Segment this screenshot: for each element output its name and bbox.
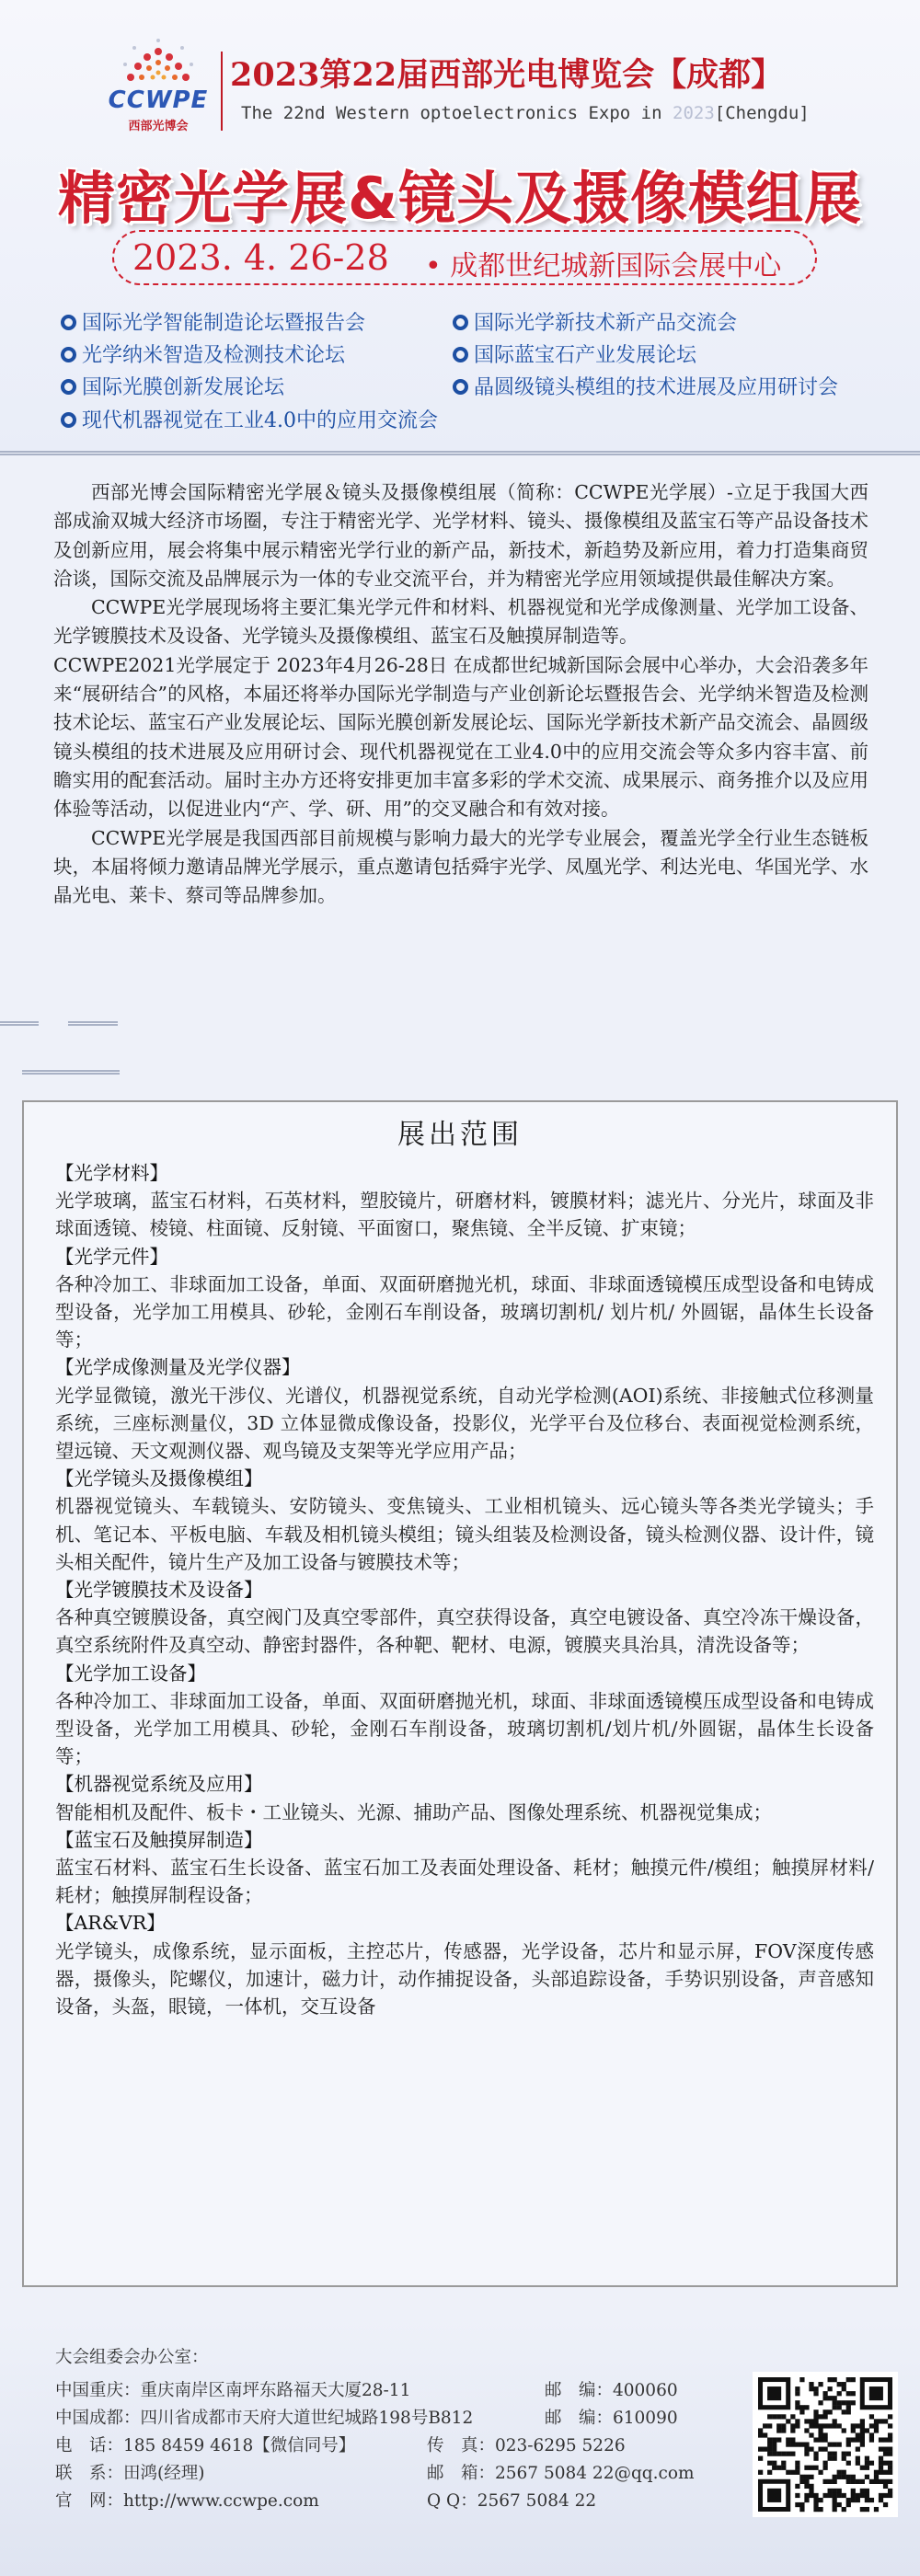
- scope-category-text: 各种真空镀膜设备，真空阀门及真空零部件，真空获得设备，真空电镀设备、真空冷冻干燥设备，真空系统附件及真空动、静密封器件，各种靶、靶材、电源，镀膜夹具治具，清洗设备等；: [55, 1606, 874, 1657]
- scope-category-title: 【AR&VR】: [55, 1912, 166, 1935]
- expo-en-year: 2023: [673, 103, 715, 123]
- forum-item: 现代机器视觉在工业4.0中的应用交流会: [61, 405, 438, 433]
- expo-english-title: [241, 103, 810, 123]
- short-divider: [68, 1021, 118, 1026]
- forum-item: 国际光学智能制造论坛暨报告会: [61, 307, 365, 336]
- expo-en-suffix: [Chengdu]: [714, 103, 810, 123]
- short-divider: [22, 1070, 120, 1075]
- qq-number: Q Q：2567 5084 22: [427, 2491, 597, 2511]
- scope-category-text: 光学玻璃，蓝宝石材料，石英材料，塑胶镜片，研磨材料，镀膜材料；滤光片、分光片，球面及非球面透镜、棱镜、柱面镜、反射镜、平面窗口，聚焦镜、全半反镜、扩束镜；: [55, 1190, 874, 1240]
- office-chongqing: 中国重庆：重庆南岸区南坪东路福天大厦28-11: [55, 2381, 411, 2400]
- qr-code-icon: [753, 2372, 898, 2517]
- zip-chengdu: 邮 编：610090: [545, 2409, 678, 2428]
- office-chengdu: 中国成都：四川省成都市天府大道世纪城路198号B812: [55, 2409, 474, 2428]
- logo-subtitle: 西部光博会: [128, 120, 189, 133]
- intro-paragraph: CCWPE光学展是我国西部目前规模与影响力最大的光学专业展会，覆盖光学全行业生态链板块，本届将倾力邀请品牌光学展示，重点邀请包括舜宇光学、凤凰光学、利达光电、华国光学、水晶光电、莱卡、蔡司等品牌参加。: [53, 826, 868, 907]
- forum-item: 国际蓝宝石产业发展论坛: [453, 339, 696, 368]
- scope-category-text: 各种冷加工、非球面加工设备，单面、双面研磨抛光机，球面、非球面透镜模压成型设备和电铸成型设备，光学加工用模具、砂轮，金刚石车削设备，玻璃切割机/划片机/外圆锯，晶体生长设备等；: [55, 1689, 874, 1768]
- expo-date: 2023. 4. 26-28: [132, 237, 389, 278]
- intro-paragraph: CCWPE2021光学展定于 2023年4月26-28日 在成都世纪城新国际会展中心举办，大会沿袭多年来“展研结合”的风格，本届还将举办国际光学制造与产业创新论坛暨报告会、光学纳米智造及检测技术论坛、蓝宝石产业发展论坛、国际光膜创新发展论坛、国际光学新技术新产品交流会、晶圆级镜头模组的技术进展及应用研讨会、现代机器视觉在工业4.0中的应用交流会等众多内容丰富、前瞻实用的配套活动。届时主办方还将安排更加丰富多彩的学术交流、成果展示、商务推介以及应用体验等活动，以促进业内“产、学、研、用”的交叉融合和有效对接。: [53, 653, 868, 821]
- intro-paragraph: 西部光博会国际精密光学展＆镜头及摄像模组展（简称：CCWPE光学展）-立足于我国大西部成渝双城大经济市场圈，专注于精密光学、光学材料、镜头、摄像模组及蓝宝石等产品设备技术及创新应用，展会将集中展示精密光学行业的新产品，新技术，新趋势及新应用，着力打造集商贸洽谈，国际交流及品牌展示为一体的专业交流平台，并为精密光学应用领域提供最佳解决方案。: [53, 481, 868, 590]
- logo-divider: [221, 52, 223, 131]
- logo-text: CCWPE: [108, 86, 209, 114]
- scope-list: [55, 1159, 874, 2020]
- logo-dots-icon: [120, 37, 197, 85]
- scope-category-title: 【光学材料】: [55, 1162, 168, 1184]
- scope-category-text: 机器视觉镜头、车载镜头、安防镜头、变焦镜头、工业相机镜头、远心镜头等各类光学镜头；手机、笔记本、平板电脑、车载及相机镜头模组；镜头组装及检测设备，镜头检测仪器、设计件，镜头相关配件，镜片生产及加工设备与镀膜技术等；: [55, 1495, 874, 1573]
- forum-item: 国际光膜创新发展论坛: [61, 372, 284, 400]
- expo-title: 2023第22届西部光电博览会【成都】: [230, 56, 784, 94]
- scope-category-title: 【光学成像测量及光学仪器】: [55, 1356, 301, 1379]
- scope-category-title: 【光学元件】: [55, 1245, 168, 1268]
- scope-category-title: 【蓝宝石及触摸屏制造】: [55, 1828, 263, 1851]
- ring-bullet-icon: [61, 412, 76, 428]
- expo-en-prefix: The 22nd Western optoelectronics Expo in: [241, 103, 673, 123]
- forum-item: 光学纳米智造及检测技术论坛: [61, 339, 345, 368]
- ccwpe-logo: [103, 37, 213, 138]
- zip-chongqing: 邮 编：400060: [545, 2381, 678, 2400]
- scope-category-text: 蓝宝石材料、蓝宝石生长设备、蓝宝石加工及表面处理设备、耗材；触摸元件/模组；触摸屏材料/耗材；触摸屏制程设备；: [55, 1857, 874, 1907]
- scope-category-title: 【光学镀膜技术及设备】: [55, 1579, 263, 1602]
- ring-bullet-icon: [453, 315, 468, 330]
- scope-category-title: 【光学镜头及摄像模组】: [55, 1467, 263, 1490]
- ring-bullet-icon: [61, 347, 76, 362]
- scope-category-text: 光学镜头，成像系统，显示面板，主控芯片，传感器，光学设备，芯片和显示屏，FOV深度传感器，摄像头，陀螺仪，加速计，磁力计，动作捕捉设备，头部追踪设备，手势识别设备，声音感知设备，头盔，眼镜，一体机，交互设备: [55, 1939, 874, 2018]
- ring-bullet-icon: [453, 379, 468, 395]
- scope-title: 展出范围: [397, 1119, 523, 1151]
- scope-category-title: 【机器视觉系统及应用】: [55, 1773, 263, 1796]
- main-title: 精密光学展&镜头及摄像模组展: [57, 165, 863, 232]
- scope-category-text: 光学显微镜，激光干涉仪、光谱仪，机器视觉系统，自动光学检测(AOI)系统、非接触式位移测量系统，三座标测量仪，3D 立体显微成像设备，投影仪，光学平台及位移台、表面视觉检测系统，望远镜、天文观测仪器、观鸟镜及支架等光学应用产品；: [55, 1384, 874, 1463]
- ring-bullet-icon: [453, 347, 468, 362]
- scope-category-text: 各种冷加工、非球面加工设备，单面、双面研磨抛光机，球面、非球面透镜模压成型设备和电铸成型设备，光学加工用模具、砂轮，金刚石车削设备，玻璃切割机/ 划片机/ 外圆锯，晶体生长设备等；: [55, 1272, 874, 1351]
- scope-category-text: 智能相机及配件、板卡・工业镜头、光源、捕助产品、图像处理系统、机器视觉集成；: [55, 1800, 772, 1823]
- ring-bullet-icon: [61, 379, 76, 395]
- short-divider: [0, 1021, 39, 1026]
- phone: 电 话：185 8459 4618【微信同号】: [55, 2436, 356, 2455]
- expo-venue: • 成都世纪城新国际会展中心: [425, 250, 782, 282]
- ring-bullet-icon: [61, 315, 76, 330]
- intro-text: [53, 478, 868, 910]
- email[interactable]: 邮 箱：2567 5084 22@qq.com: [427, 2464, 695, 2483]
- forum-item: 国际光学新技术新产品交流会: [453, 307, 737, 336]
- section-divider: [0, 451, 920, 455]
- website-link[interactable]: 官 网：http://www.ccwpe.com: [55, 2491, 319, 2511]
- qr-code-graphic: [753, 2372, 898, 2517]
- forum-item: 晶圆级镜头模组的技术进展及应用研讨会: [453, 372, 838, 400]
- office-title: 大会组委会办公室：: [55, 2348, 209, 2367]
- intro-paragraph: CCWPE光学展现场将主要汇集光学元件和材料、机器视觉和光学成像测量、光学加工设备、光学镀膜技术及设备、光学镜头及摄像模组、蓝宝石及触摸屏制造等。: [53, 596, 868, 648]
- scope-category-title: 【光学加工设备】: [55, 1662, 206, 1685]
- contact-person: 联 系：田鸿(经理): [55, 2464, 205, 2483]
- fax: 传 真：023-6295 5226: [427, 2436, 626, 2455]
